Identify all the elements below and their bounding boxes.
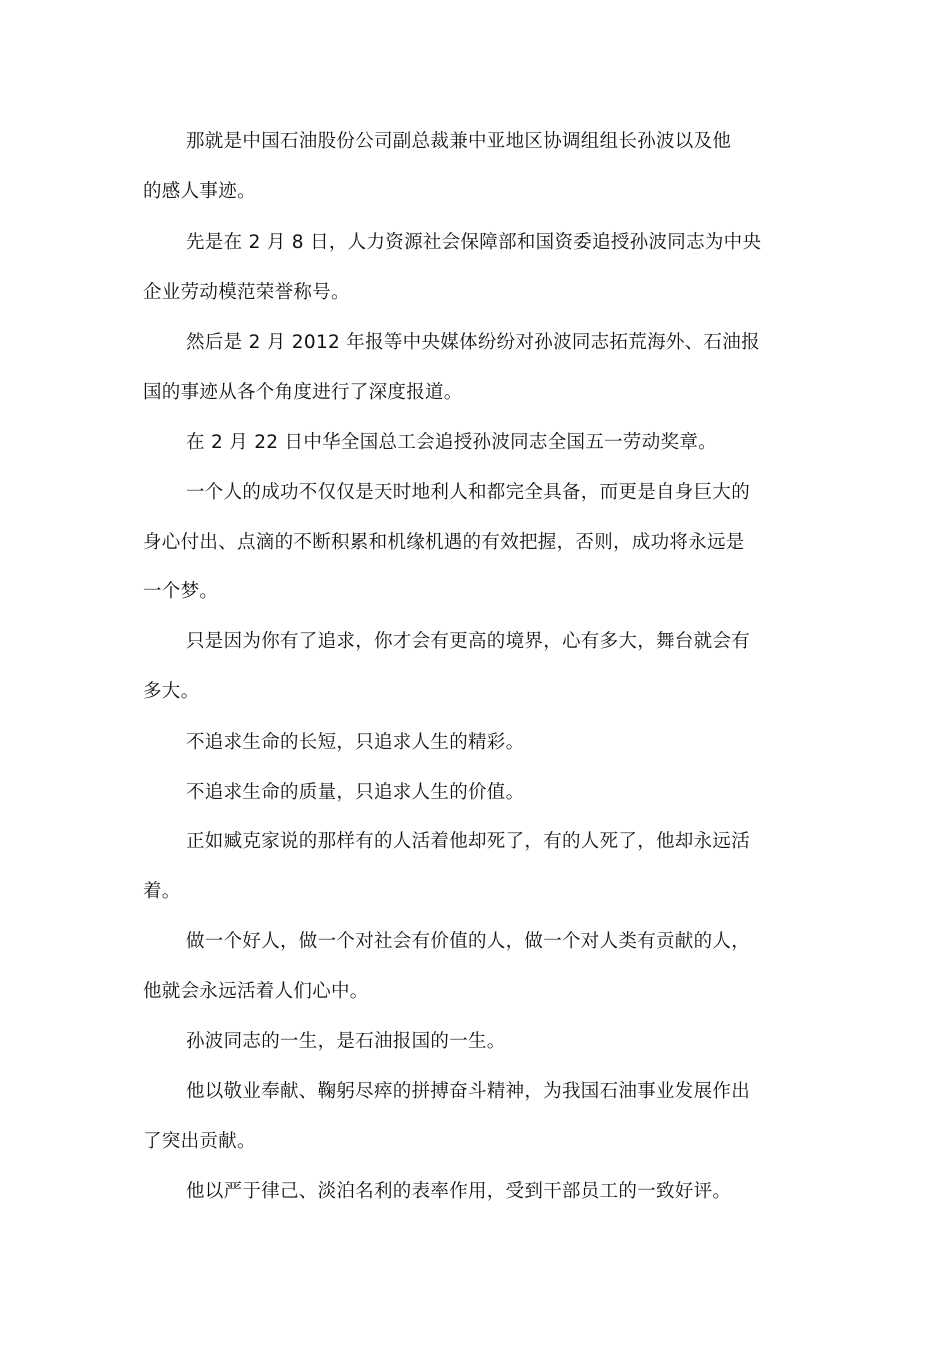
text-line: 一个人的成功不仅仅是天时地利人和都完全具备，而更是自身巨大的	[186, 482, 751, 503]
text-line: 孙波同志的一生，是石油报国的一生。	[186, 1031, 506, 1052]
text-line: 然后是 2 月 2012 年报等中央媒体纷纷对孙波同志拓荒海外、石油报	[186, 332, 760, 353]
text-line: 不追求生命的长短，只追求人生的精彩。	[186, 732, 525, 753]
text-line: 只是因为你有了追求，你才会有更高的境界，心有多大，舞台就会有	[186, 631, 751, 652]
text-line: 他以敬业奉献、鞠躬尽瘁的拼搏奋斗精神，为我国石油事业发展作出	[186, 1081, 751, 1102]
text-line: 做一个好人，做一个对社会有价值的人，做一个对人类有贡献的人，	[186, 931, 751, 952]
text-line: 着。	[143, 881, 181, 902]
text-line: 国的事迹从各个角度进行了深度报道。	[143, 382, 463, 403]
text-line: 了突出贡献。	[143, 1131, 256, 1152]
text-line: 他以严于律己、淡泊名利的表率作用，受到干部员工的一致好评。	[186, 1181, 732, 1202]
text-line: 企业劳动模范荣誉称号。	[143, 282, 350, 303]
text-line: 不追求生命的质量，只追求人生的价值。	[186, 782, 525, 803]
text-line: 那就是中国石油股份公司副总裁兼中亚地区协调组组长孙波以及他	[186, 131, 732, 152]
text-line: 身心付出、点滴的不断积累和机缘机遇的有效把握，否则，成功将永远是	[143, 532, 745, 553]
text-line: 一个梦。	[143, 581, 219, 602]
text-line: 他就会永远活着人们心中。	[143, 981, 369, 1002]
text-line: 的感人事迹。	[143, 181, 256, 202]
text-line: 在 2 月 22 日中华全国总工会追授孙波同志全国五一劳动奖章。	[186, 432, 717, 453]
text-line: 多大。	[143, 681, 200, 702]
text-line: 先是在 2 月 8 日，人力资源社会保障部和国资委追授孙波同志为中央	[186, 232, 762, 253]
text-line: 正如臧克家说的那样有的人活着他却死了，有的人死了，他却永远活	[186, 831, 751, 852]
